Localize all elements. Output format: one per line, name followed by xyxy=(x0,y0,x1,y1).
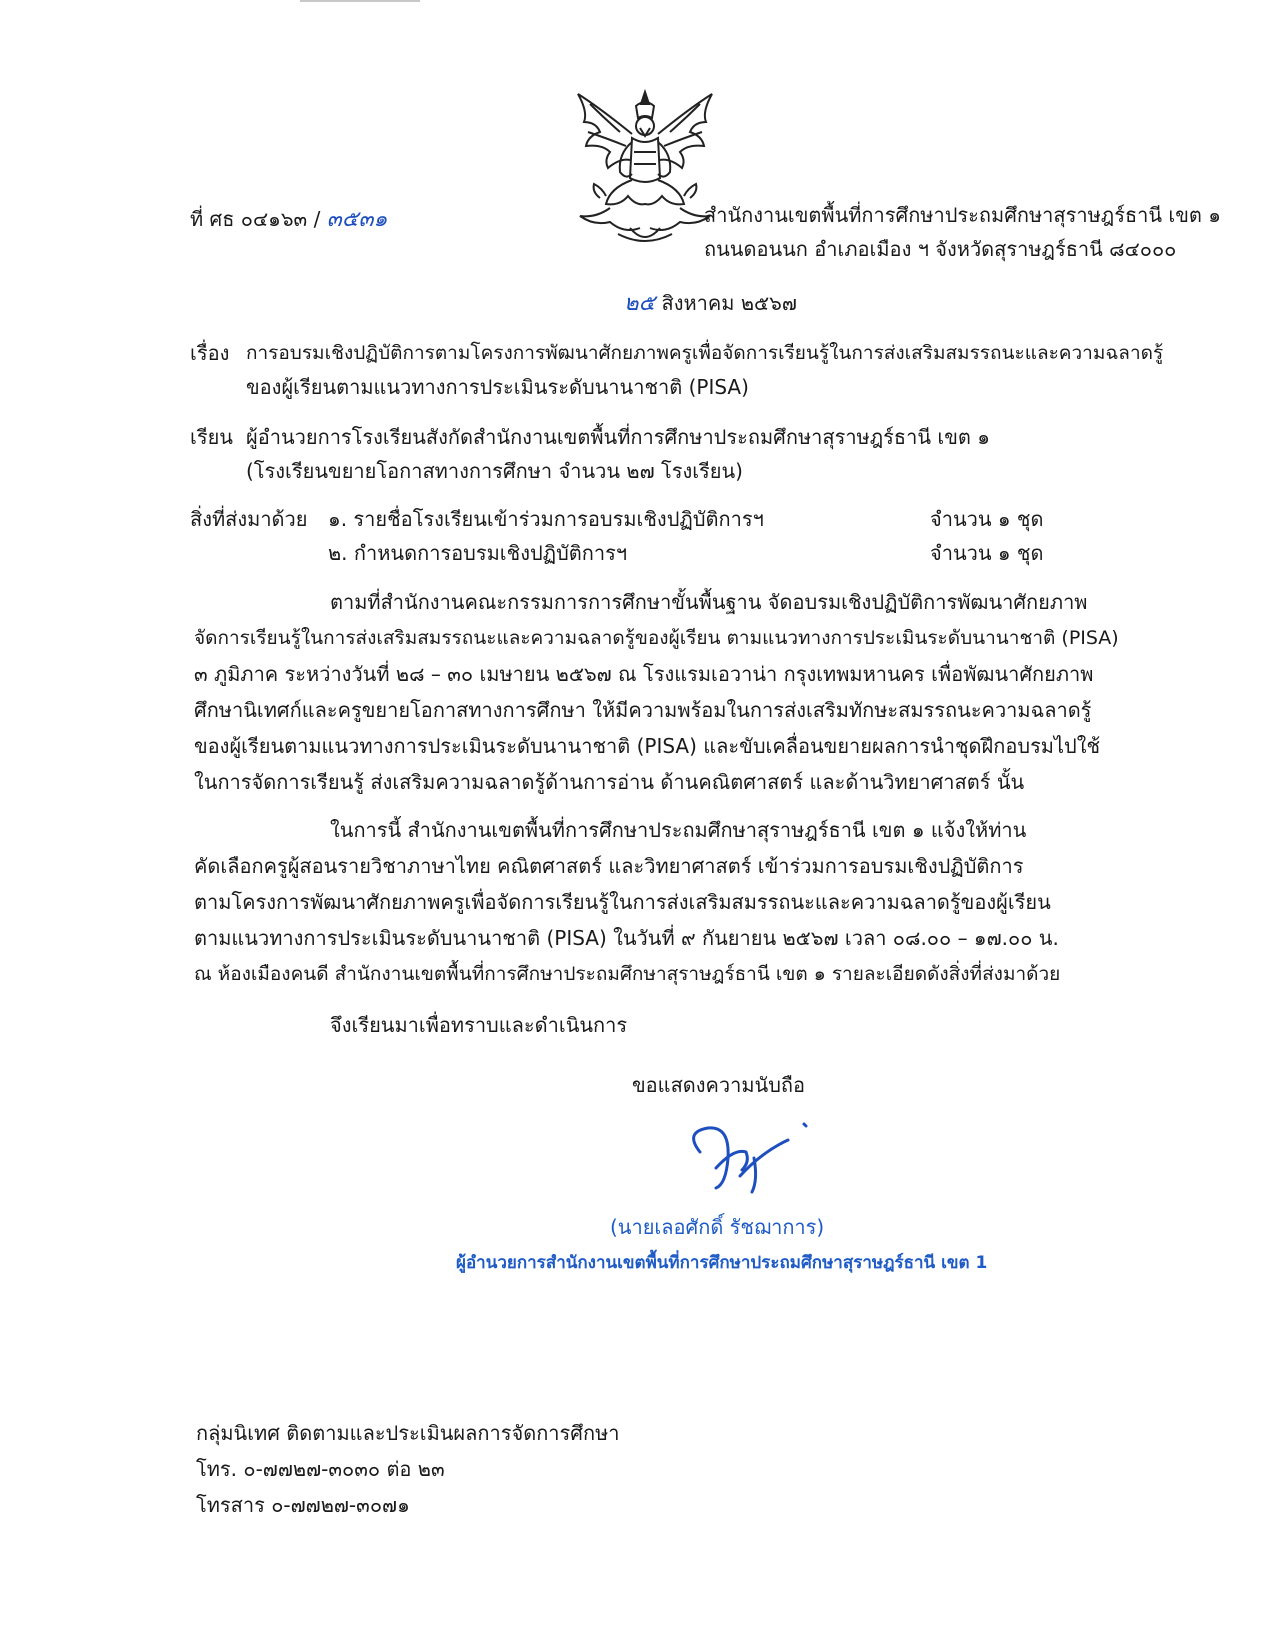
office-name: สำนักงานเขตพื้นที่การศึกษาประถมศึกษาสุราษฎร์ธานี เขต ๑ xyxy=(704,203,1221,227)
doc-number xyxy=(190,206,387,233)
enclosure-item-2-qty: จำนวน ๑ ชุด xyxy=(930,541,1044,565)
subject-line-1: การอบรมเชิงปฏิบัติการตามโครงการพัฒนาศักยภาพครูเพื่อจัดการเรียนรู้ในการส่งเสริมสมรรถนะและความฉลาดรู้ xyxy=(246,342,1164,364)
subject-label: เรื่อง xyxy=(190,341,230,365)
closing-request: จึงเรียนมาเพื่อทราบและดำเนินการ xyxy=(330,1013,628,1037)
closing-salutation: ขอแสดงความนับถือ xyxy=(632,1073,806,1097)
paragraph-line: ๓ ภูมิภาค ระหว่างวันที่ ๒๘ – ๓๐ เมษายน ๒๕๖๗ ณ โรงแรมเอวาน่า กรุงเทพมหานคร เพื่อพัฒนาศักยภาพ xyxy=(194,662,1094,686)
paragraph-line: ณ ห้องเมืองคนดี สำนักงานเขตพื้นที่การศึกษาประถมศึกษาสุราษฎร์ธานี เขต ๑ รายละเอียดดังสิ่งที่ส่งมาด้วย xyxy=(194,963,1061,985)
recipient-line-1: ผู้อำนวยการโรงเรียนสังกัดสำนักงานเขตพื้นที่การศึกษาประถมศึกษาสุราษฎร์ธานี เขต ๑ xyxy=(246,425,990,449)
enclosure-item-1-qty: จำนวน ๑ ชุด xyxy=(930,507,1044,531)
date-month-year: สิงหาคม ๒๕๖๗ xyxy=(661,291,797,315)
doc-number-prefix: ที่ ศธ ๐๔๑๖๓ / xyxy=(190,207,321,231)
letter-date xyxy=(624,290,797,317)
office-address: ถนนดอนนก อำเภอเมือง ฯ จังหวัดสุราษฎร์ธานี ๘๔๐๐๐ xyxy=(704,237,1177,261)
footer-department: กลุ่มนิเทศ ติดตามและประเมินผลการจัดการศึกษา xyxy=(196,1421,620,1445)
handwritten-signature xyxy=(676,1118,816,1198)
recipient-label: เรียน xyxy=(190,425,233,449)
doc-number-handwritten: ๓๕๓๑ xyxy=(326,207,388,232)
paragraph-line: ตามโครงการพัฒนาศักยภาพครูเพื่อจัดการเรียนรู้ในการส่งเสริมสมรรถนะและความฉลาดรู้ของผู้เรียน xyxy=(194,890,1051,914)
signer-position: ผู้อำนวยการสำนักงานเขตพื้นที่การศึกษาประถมศึกษาสุราษฎร์ธานี เขต 1 xyxy=(456,1253,988,1273)
paragraph-line: ในการจัดการเรียนรู้ ส่งเสริมความฉลาดรู้ด้านการอ่าน ด้านคณิตศาสตร์ และด้านวิทยาศาสตร์ นั้น xyxy=(194,770,1025,794)
enclosure-item-2: ๒. กำหนดการอบรมเชิงปฏิบัติการฯ xyxy=(328,541,628,565)
paragraph-line: จัดการเรียนรู้ในการส่งเสริมสมรรถนะและความฉลาดรู้ของผู้เรียน ตามแนวทางการประเมินระดับนานาชาติ (PISA) xyxy=(194,627,1119,649)
body-paragraph-1 xyxy=(194,584,1119,800)
subject-line-2: ของผู้เรียนตามแนวทางการประเมินระดับนานาชาติ (PISA) xyxy=(246,375,749,399)
scan-edge-line xyxy=(300,0,420,2)
paragraph-line: คัดเลือกครูผู้สอนรายวิชาภาษาไทย คณิตศาสตร์ และวิทยาศาสตร์ เข้าร่วมการอบรมเชิงปฏิบัติการ xyxy=(194,854,1024,878)
enclosures-label: สิ่งที่ส่งมาด้วย xyxy=(190,507,308,531)
paragraph-line: ในการนี้ สำนักงานเขตพื้นที่การศึกษาประถมศึกษาสุราษฎร์ธานี เขต ๑ แจ้งให้ท่าน xyxy=(330,818,1027,842)
date-day-handwritten: ๒๕ xyxy=(624,291,656,316)
signer-name: (นายเลอศักดิ์ รัชฌาการ) xyxy=(610,1215,825,1239)
footer-fax: โทรสาร ๐-๗๗๒๗-๓๐๗๑ xyxy=(196,1493,410,1517)
paragraph-line: ของผู้เรียนตามแนวทางการประเมินระดับนานาชาติ (PISA) และขับเคลื่อนขยายผลการนำชุดฝึกอบรมไปใช้ xyxy=(194,734,1101,758)
recipient-line-2: (โรงเรียนขยายโอกาสทางการศึกษา จำนวน ๒๗ โรงเรียน) xyxy=(246,459,743,483)
garuda-emblem-icon xyxy=(570,88,720,248)
paragraph-line: ศึกษานิเทศก์และครูขยายโอกาสทางการศึกษา ให้มีความพร้อมในการส่งเสริมทักษะสมรรถนะความฉลาดรู้ xyxy=(194,698,1092,722)
paragraph-line: ตามแนวทางการประเมินระดับนานาชาติ (PISA) ในวันที่ ๙ กันยายน ๒๕๖๗ เวลา ๐๘.๐๐ – ๑๗.๐๐ น. xyxy=(194,926,1059,950)
paragraph-line: ตามที่สำนักงานคณะกรรมการการศึกษาขั้นพื้นฐาน จัดอบรมเชิงปฏิบัติการพัฒนาศักยภาพ xyxy=(330,590,1088,614)
footer-phone: โทร. ๐-๗๗๒๗-๓๐๓๐ ต่อ ๒๓ xyxy=(196,1457,445,1481)
enclosure-item-1: ๑. รายชื่อโรงเรียนเข้าร่วมการอบรมเชิงปฏิบัติการฯ xyxy=(328,507,764,531)
body-paragraph-2 xyxy=(194,812,1094,992)
